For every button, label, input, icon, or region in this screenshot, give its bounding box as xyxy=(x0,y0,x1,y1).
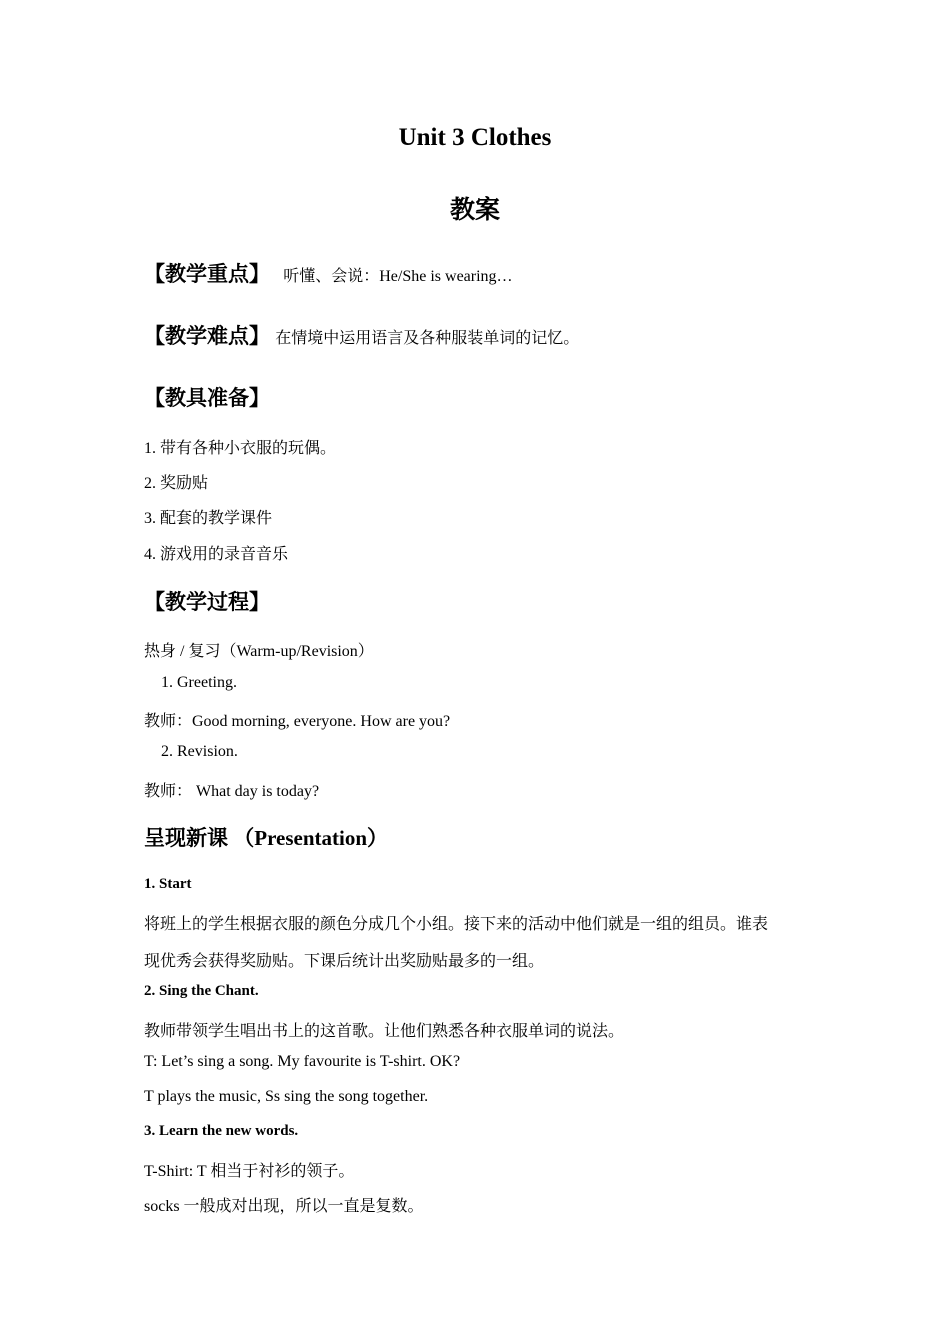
revision-teacher-line: 教师： What day is today? xyxy=(144,783,320,800)
document-subtitle: 教案 xyxy=(449,197,500,224)
words-title: 3. Learn the new words. xyxy=(144,1123,299,1139)
greeting-line: 1. Greeting. xyxy=(161,674,237,691)
materials-item-2: 2. 奖励贴 xyxy=(144,475,209,492)
process-heading: 【教学过程】 xyxy=(144,590,270,614)
materials-item-4: 4. 游戏用的录音音乐 xyxy=(144,546,289,563)
revision-line: 2. Revision. xyxy=(161,743,238,760)
words-text-1: T-Shirt: T 相当于衬衫的领子。 xyxy=(144,1163,355,1180)
start-text-2: 现优秀会获得奖励贴。下课后统计出奖励贴最多的一组。 xyxy=(144,953,545,970)
chant-text-1: 教师带领学生唱出书上的这首歌。让他们熟悉各种衣服单词的说法。 xyxy=(144,1023,625,1040)
chant-text-2: T: Let’s sing a song. My favourite is T-shirt. OK? xyxy=(144,1053,461,1070)
chant-title: 2. Sing the Chant. xyxy=(144,983,259,999)
materials-item-1: 1. 带有各种小衣服的玩偶。 xyxy=(144,440,337,457)
key-points-text: 听懂、会说：He/She is wearing… xyxy=(283,268,513,285)
greeting-teacher-line: 教师：Good morning, everyone. How are you? xyxy=(144,713,451,730)
chant-text-3: T plays the music, Ss sing the song together. xyxy=(144,1088,429,1105)
difficulties-section xyxy=(144,320,579,350)
start-title: 1. Start xyxy=(144,876,192,892)
start-text-1: 将班上的学生根据衣服的颜色分成几个小组。接下来的活动中他们就是一组的组员。谁表 xyxy=(144,916,769,933)
key-points-label: 【教学重点】 xyxy=(144,262,270,286)
materials-item-3: 3. 配套的教学课件 xyxy=(144,510,273,527)
words-text-2: socks 一般成对出现，所以一直是复数。 xyxy=(144,1198,424,1215)
document-title: Unit 3 Clothes xyxy=(398,124,552,151)
key-points-section xyxy=(144,258,513,288)
warmup-line: 热身 / 复习（Warm-up/Revision） xyxy=(144,643,374,660)
difficulties-text: 在情境中运用语言及各种服装单词的记忆。 xyxy=(275,330,580,347)
difficulties-label: 【教学难点】 xyxy=(144,324,270,348)
materials-heading: 【教具准备】 xyxy=(144,386,270,410)
presentation-heading: 呈现新课 （Presentation） xyxy=(144,826,389,850)
